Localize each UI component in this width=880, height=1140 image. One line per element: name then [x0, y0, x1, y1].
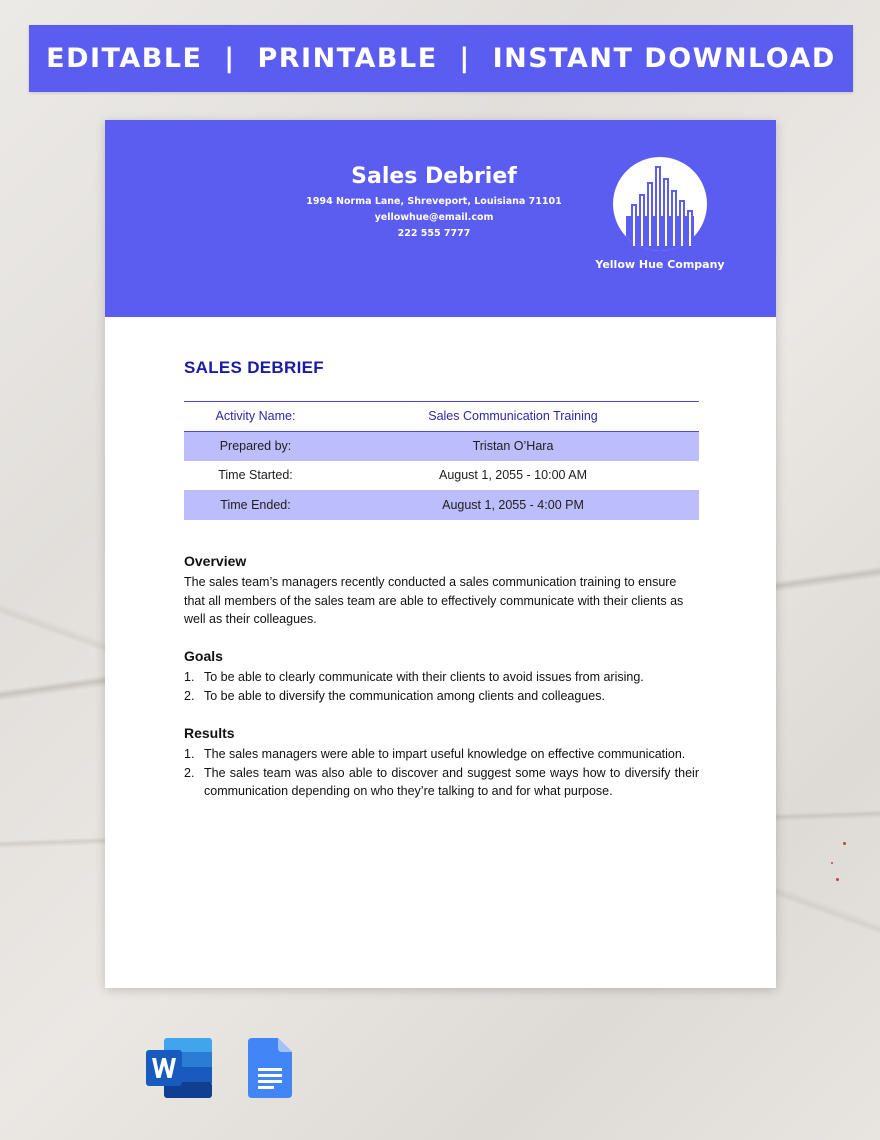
google-docs-icon[interactable] [248, 1038, 292, 1098]
list-item-number: 1. [184, 747, 195, 761]
table-cell-label: Time Started: [218, 468, 293, 483]
list-item-number: 2. [184, 688, 195, 703]
promo-banner-text: EDITABLE | PRINTABLE | INSTANT DOWNLOAD [46, 43, 836, 74]
table-row [184, 402, 699, 432]
company-name: Yellow Hue Company [595, 258, 725, 271]
activity-info-table [184, 401, 699, 520]
table-cell-label: Activity Name: [184, 402, 327, 432]
background-speck [836, 878, 839, 881]
list-item [184, 687, 699, 706]
list-item [184, 668, 699, 687]
table-row [184, 461, 699, 491]
promo-banner [29, 25, 853, 92]
company-email: yellowhue@email.com [374, 212, 494, 223]
section-heading: SALES DEBRIEF [184, 358, 324, 377]
table-cell-value: August 1, 2055 - 4:00 PM [327, 490, 699, 520]
list-item-text: The sales team was also able to discover and suggest some ways how to diversify their communication depending on who they’re talking to and for what purpose. [204, 765, 699, 798]
overview-section [184, 553, 699, 629]
list-item [184, 745, 699, 764]
list-item-number: 2. [184, 765, 195, 780]
table-cell-value: Sales Communication Training [327, 402, 699, 432]
table-cell-value: Tristan O’Hara [327, 431, 699, 461]
table-row [184, 490, 699, 520]
background-speck [843, 842, 846, 845]
results-heading: Results [184, 725, 235, 741]
document-page [105, 120, 776, 988]
document-header [105, 120, 776, 317]
table-cell-label: Time Ended: [184, 490, 327, 520]
table-row [184, 431, 699, 461]
results-section [184, 725, 699, 801]
overview-text: The sales team’s managers recently conducted a sales communication training to ensure that all members of the sales team are able to effectively communicate with their clients as well as their colleagues. [184, 575, 684, 626]
results-list [184, 745, 699, 801]
overview-heading: Overview [184, 553, 247, 569]
goals-list [184, 668, 699, 705]
microsoft-word-icon[interactable] [146, 1038, 214, 1098]
table-cell-value: August 1, 2055 - 10:00 AM [438, 468, 588, 483]
background-speck [831, 862, 833, 864]
list-item-text: The sales managers were able to impart useful knowledge on effective communication. [204, 747, 686, 761]
company-phone: 222 555 7777 [397, 228, 471, 239]
list-item-text: To be able to diversify the communication among clients and colleagues. [204, 688, 605, 703]
goals-heading: Goals [184, 648, 223, 664]
list-item-number: 1. [184, 670, 195, 684]
table-cell-label: Prepared by: [184, 431, 327, 461]
city-skyline-icon [612, 156, 708, 252]
document-title: Sales Debrief [351, 164, 517, 189]
list-item-text: To be able to clearly communicate with their clients to avoid issues from arising. [204, 670, 644, 684]
goals-section [184, 648, 699, 705]
company-address: 1994 Norma Lane, Shreveport, Louisiana 71101 [306, 196, 562, 207]
list-item [184, 764, 699, 801]
